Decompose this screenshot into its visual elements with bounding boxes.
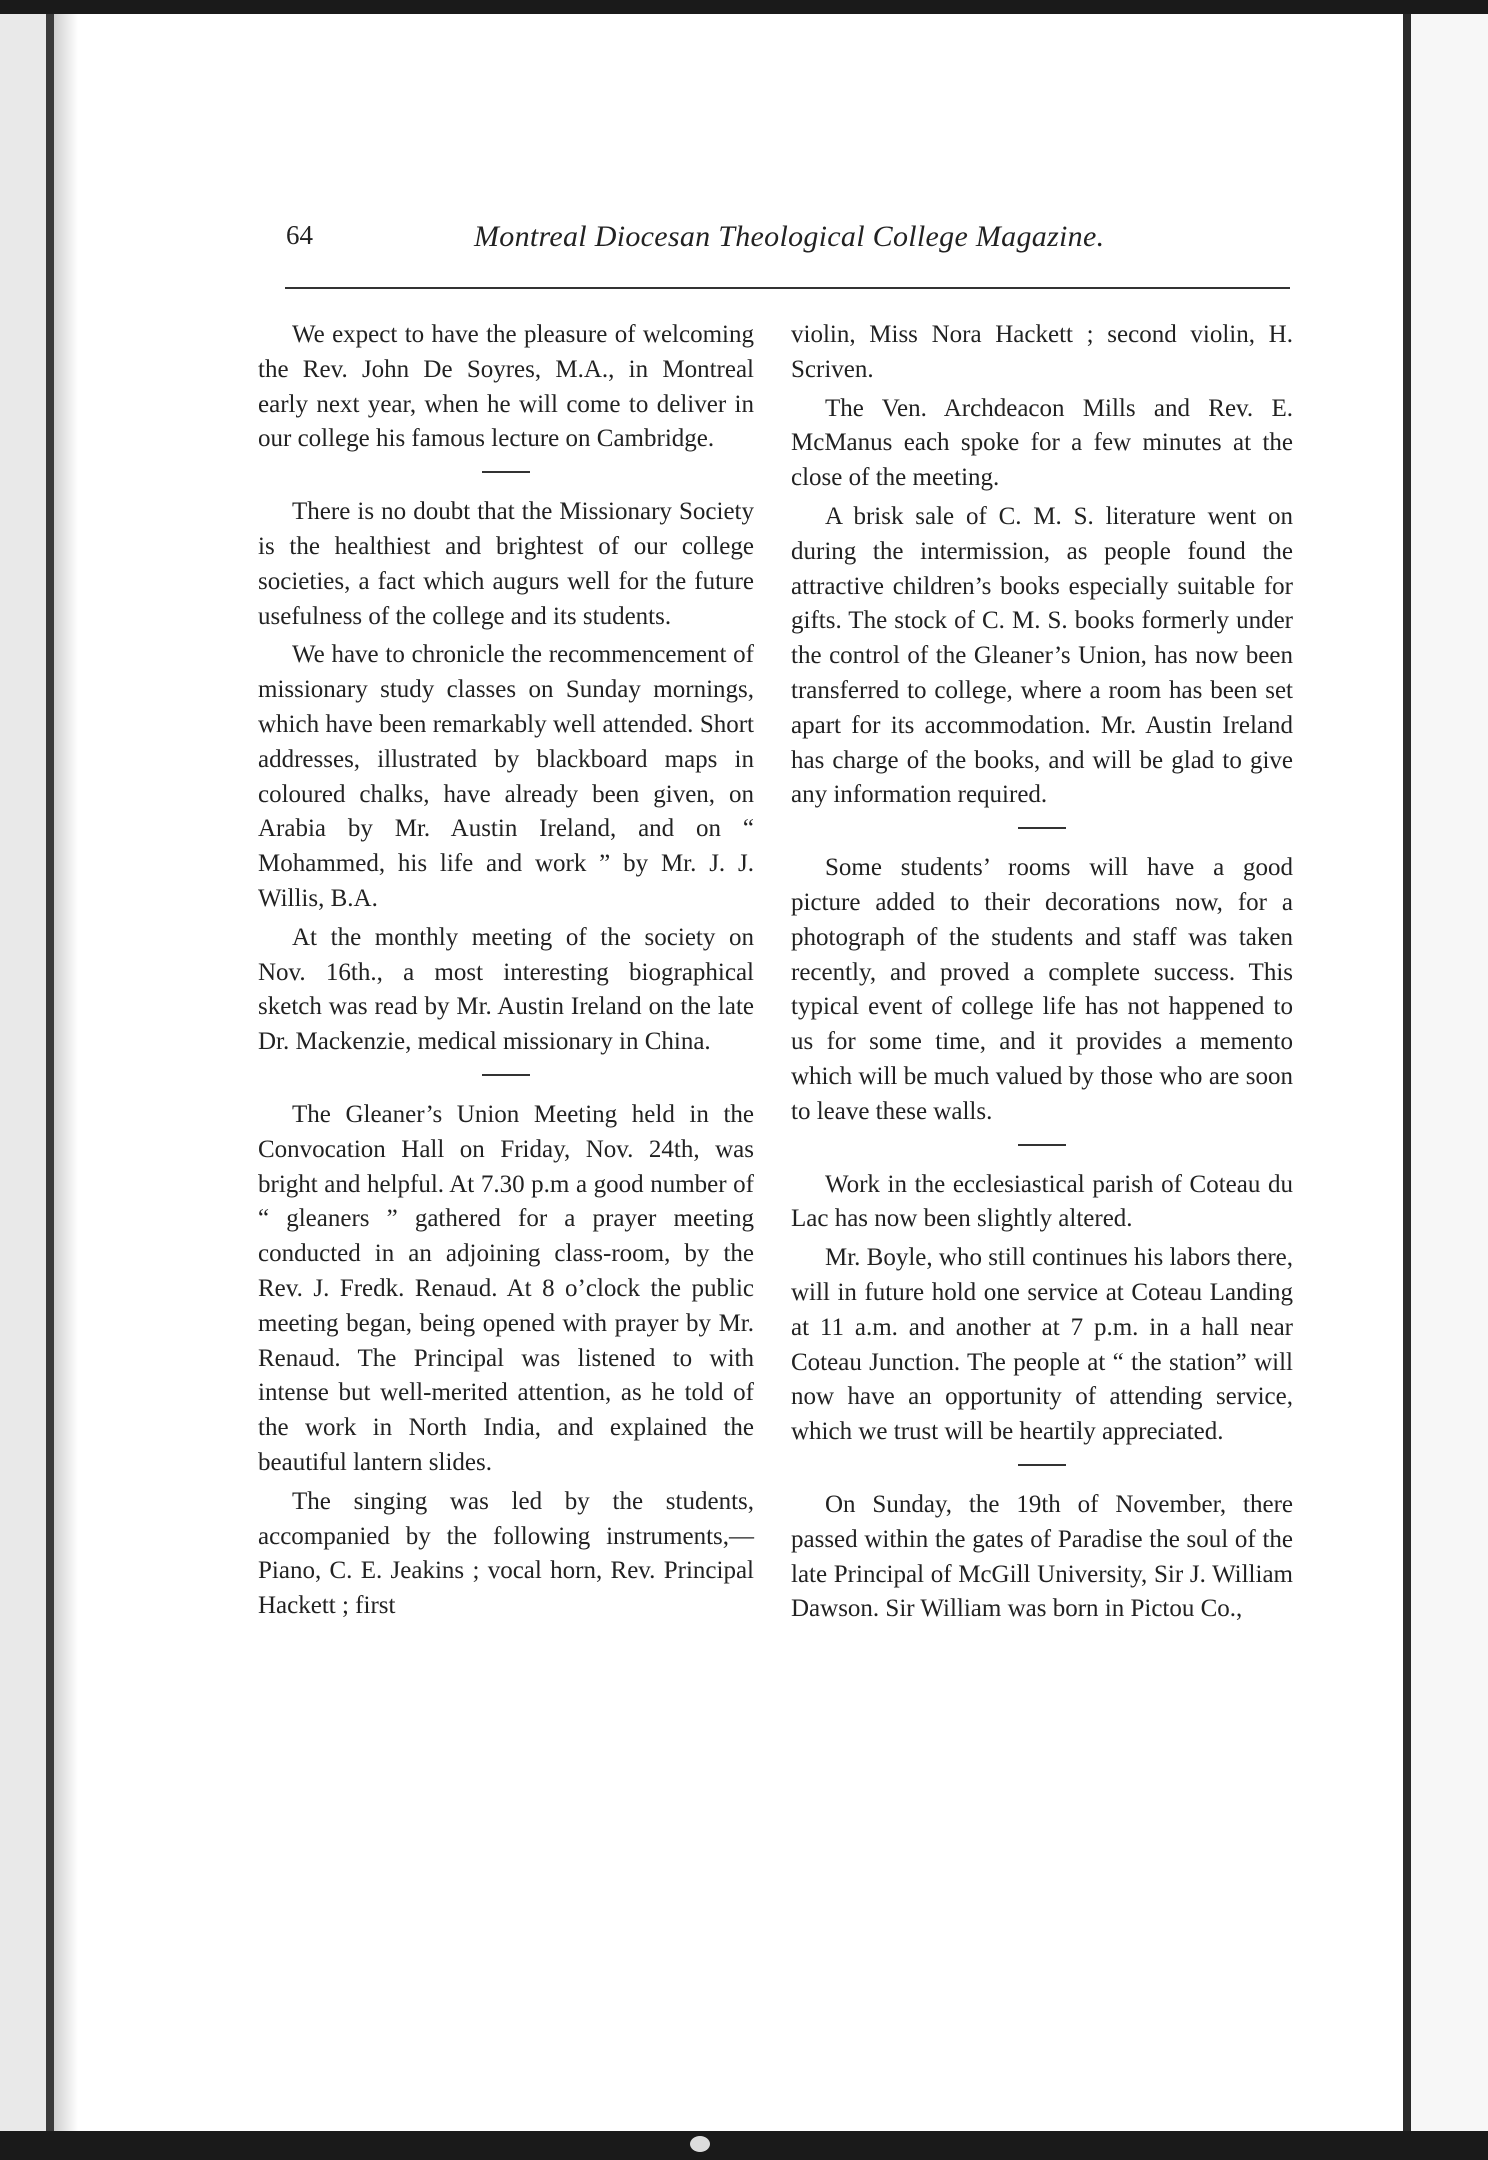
paragraph-gleaners-union: The Gleaner’s Union Meeting held in the Convocation Hall on Friday, Nov. 24th, was bright and helpful. At 7.30 p.m a good number of “ gleaners ” gathered for a prayer meeting conducted in an adjoining class-room, by the Rev. J. Fredk. Renaud. At 8 o’clock the public meeting began, being opened with prayer by Mr. Renaud. The Principal was listened to with intense but well-merited attention, as he told of the work in North India, and explained the beautiful lantern slides. <box>258 1100 754 1476</box>
running-title: Montreal Diocesan Theological College Magazine. <box>474 220 1105 253</box>
binding-edge-right <box>1403 14 1411 2131</box>
section-divider <box>482 1074 530 1076</box>
paragraph-speakers: The Ven. Archdeacon Mills and Rev. E. McManus each spoke for a few minutes at the close of the meeting. <box>791 394 1293 492</box>
paragraph-singing: The singing was led by the students, accompanied by the following instruments,—Piano, C. E. Jeakins ; vocal horn, Rev. Principal Hackett ; first <box>258 1487 754 1620</box>
paragraph-study-classes: We have to chronicle the recommencement of missionary study classes on Sunday mornings, which have been remarkably well attended. Short addresses, illustrated by blackboard maps in coloured chalks, have already been given, on Arabia by Mr. Austin Ireland, and on “ Mohammed, his life and work ” by Mr. J. J. Willis, B.A. <box>258 641 754 912</box>
section-divider <box>1018 1144 1066 1146</box>
paragraph-missionary-society: There is no doubt that the Missionary Society is the healthiest and brightest of our college societies, a fact which augurs well for the future usefulness of the college and its students. <box>258 498 754 630</box>
scan-mark <box>690 2136 710 2152</box>
section-divider <box>1018 1464 1066 1466</box>
page-number: 64 <box>286 220 313 250</box>
section-divider <box>1018 827 1066 829</box>
scan-border-top <box>0 0 1488 14</box>
paragraph-cms-literature: A brisk sale of C. M. S. literature went on during the intermission, as people found the attractive children’s books especially suitable for gifts. The stock of C. M. S. books formerly under the control of the Gleaner’s Union, has now been transferred to college, where a room has been set apart for its accommodation. Mr. Austin Ireland has charge of the books, and will be glad to give any information required. <box>791 502 1293 809</box>
paragraph-photograph: Some students’ rooms will have a good picture added to their decorations now, for a photograph of the students and staff was taken recently, and proved a complete success. This typical event of college life has not happened to us for some time, and it provides a memento which will be much valued by those who are soon to leave these walls. <box>791 854 1293 1125</box>
paragraph-de-soyres: We expect to have the pleasure of welcoming the Rev. John De Soyres, M.A., in Montreal early next year, when he will come to deliver in our college his famous lecture on Cambridge. <box>258 321 754 453</box>
paragraph-coteau-du-lac: Work in the ecclesiastical parish of Coteau du Lac has now been slightly altered. <box>791 1170 1293 1233</box>
scan-border-right <box>1411 14 1488 2131</box>
header-rule <box>285 287 1290 289</box>
paragraph-violin-continued: violin, Miss Nora Hackett ; second violin, H. Scriven. <box>791 321 1293 383</box>
right-column <box>791 318 1293 1631</box>
paragraph-mr-boyle: Mr. Boyle, who still continues his labors there, will in future hold one service at Coteau Landing at 11 a.m. and another at 7 p.m. in a hall near Coteau Junction. The people at “ the station” will now have an opportunity of attending service, which we trust will be heartily appreciated. <box>791 1244 1294 1446</box>
binding-edge-left <box>46 14 54 2131</box>
scan-border-bottom <box>0 2131 1488 2160</box>
page-header <box>280 216 1280 256</box>
binding-shadow <box>54 14 78 2131</box>
scan-border-left <box>0 14 46 2131</box>
paragraph-monthly-meeting: At the monthly meeting of the society on Nov. 16th., a most interesting biographical sketch was read by Mr. Austin Ireland on the late Dr. Mackenzie, medical missionary in China. <box>258 923 754 1056</box>
section-divider <box>482 471 530 473</box>
paragraph-dawson: On Sunday, the 19th of November, there passed within the gates of Paradise the soul of the late Principal of McGill University, Sir J. William Dawson. Sir William was born in Pictou Co., <box>791 1490 1293 1623</box>
left-column <box>258 318 754 1628</box>
